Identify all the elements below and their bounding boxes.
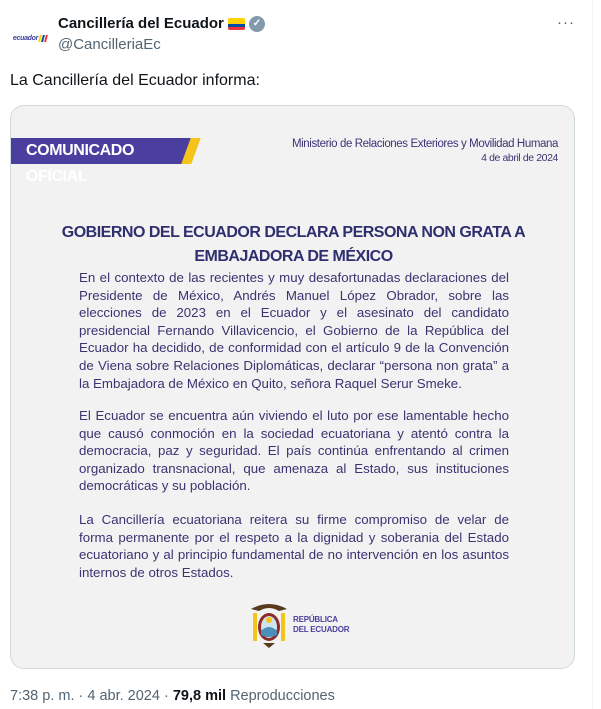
verified-badge-icon[interactable]: ✓ xyxy=(249,16,265,32)
title-line: EMBAJADORA DE MÉXICO xyxy=(194,248,393,265)
document-date: 4 de abril de 2024 xyxy=(481,152,558,164)
paragraph: La Cancillería ecuatoriana reitera su firme compromiso de velar de forma permanente por el respeto a la dignidad y soberania del Estado ecuatoriano y al principio fundamental de no intervención en los asuntos internos de otros Estados. xyxy=(79,512,509,580)
tweet-time[interactable]: 7:38 p. m. xyxy=(10,688,75,704)
ecuador-flag-icon xyxy=(228,18,245,30)
tweet-date[interactable]: 4 abr. 2024 xyxy=(87,688,160,704)
views-label: Reproducciones xyxy=(230,688,335,704)
tweet-text: La Cancillería del Ecuador informa: xyxy=(10,72,260,89)
paragraph: En el contexto de las recientes y muy desafortunadas declaraciones del Presidente de México, Andrés Manuel López Obrador, sobre las elecciones de 2023 en el Ecuador y el asesinato del candidato presidencial Fernando Villavicencio, el Gobierno de la República del Ecuador ha decidido, de conformidad con el artículo 9 de la Convención de Viena sobre Relaciones Diplomáticas, declarar “persona non grata” a la Embajadora de México en Quito, señora Raquel Serur Smeke. xyxy=(79,270,509,391)
document-title xyxy=(51,221,536,269)
attached-image[interactable] xyxy=(10,105,575,669)
author-name[interactable]: Cancillería del Ecuador ✓ xyxy=(58,15,265,32)
seal-text: DEL ECUADOR xyxy=(293,625,350,634)
view-count: 79,8 mil xyxy=(172,688,227,704)
banner-label: COMUNICADO OFICIAL xyxy=(11,138,191,164)
coat-of-arms-icon xyxy=(249,601,289,649)
author-handle[interactable]: @CancilleriaEc xyxy=(58,36,161,53)
tweet-meta xyxy=(10,688,335,704)
title-line: GOBIERNO DEL ECUADOR DECLARA PERSONA NON GRATA A xyxy=(61,224,526,241)
seal-text: REPÚBLICA xyxy=(293,615,338,624)
ministry-name: Ministerio de Relaciones Exteriores y Movilidad Humana xyxy=(291,138,558,150)
more-options-icon[interactable]: ··· xyxy=(557,14,575,31)
paragraph: El Ecuador se encuentra aún viviendo el luto por ese lamentable hecho que causó conmoción en la sociedad ecuatoriana y atentó contra la democracia, paz y seguridad. El país continúa enfrentando al crimen organizado transnacional, que amenaza al Estado, sus instituciones democráticas y su población. xyxy=(79,408,509,494)
column-border xyxy=(592,0,593,709)
ecuador-seal xyxy=(249,601,349,649)
ministry-header xyxy=(292,137,558,165)
separator: · xyxy=(159,688,173,704)
avatar-logo: ecuador xyxy=(12,34,39,42)
separator: · xyxy=(74,688,88,704)
avatar[interactable] xyxy=(10,18,50,58)
